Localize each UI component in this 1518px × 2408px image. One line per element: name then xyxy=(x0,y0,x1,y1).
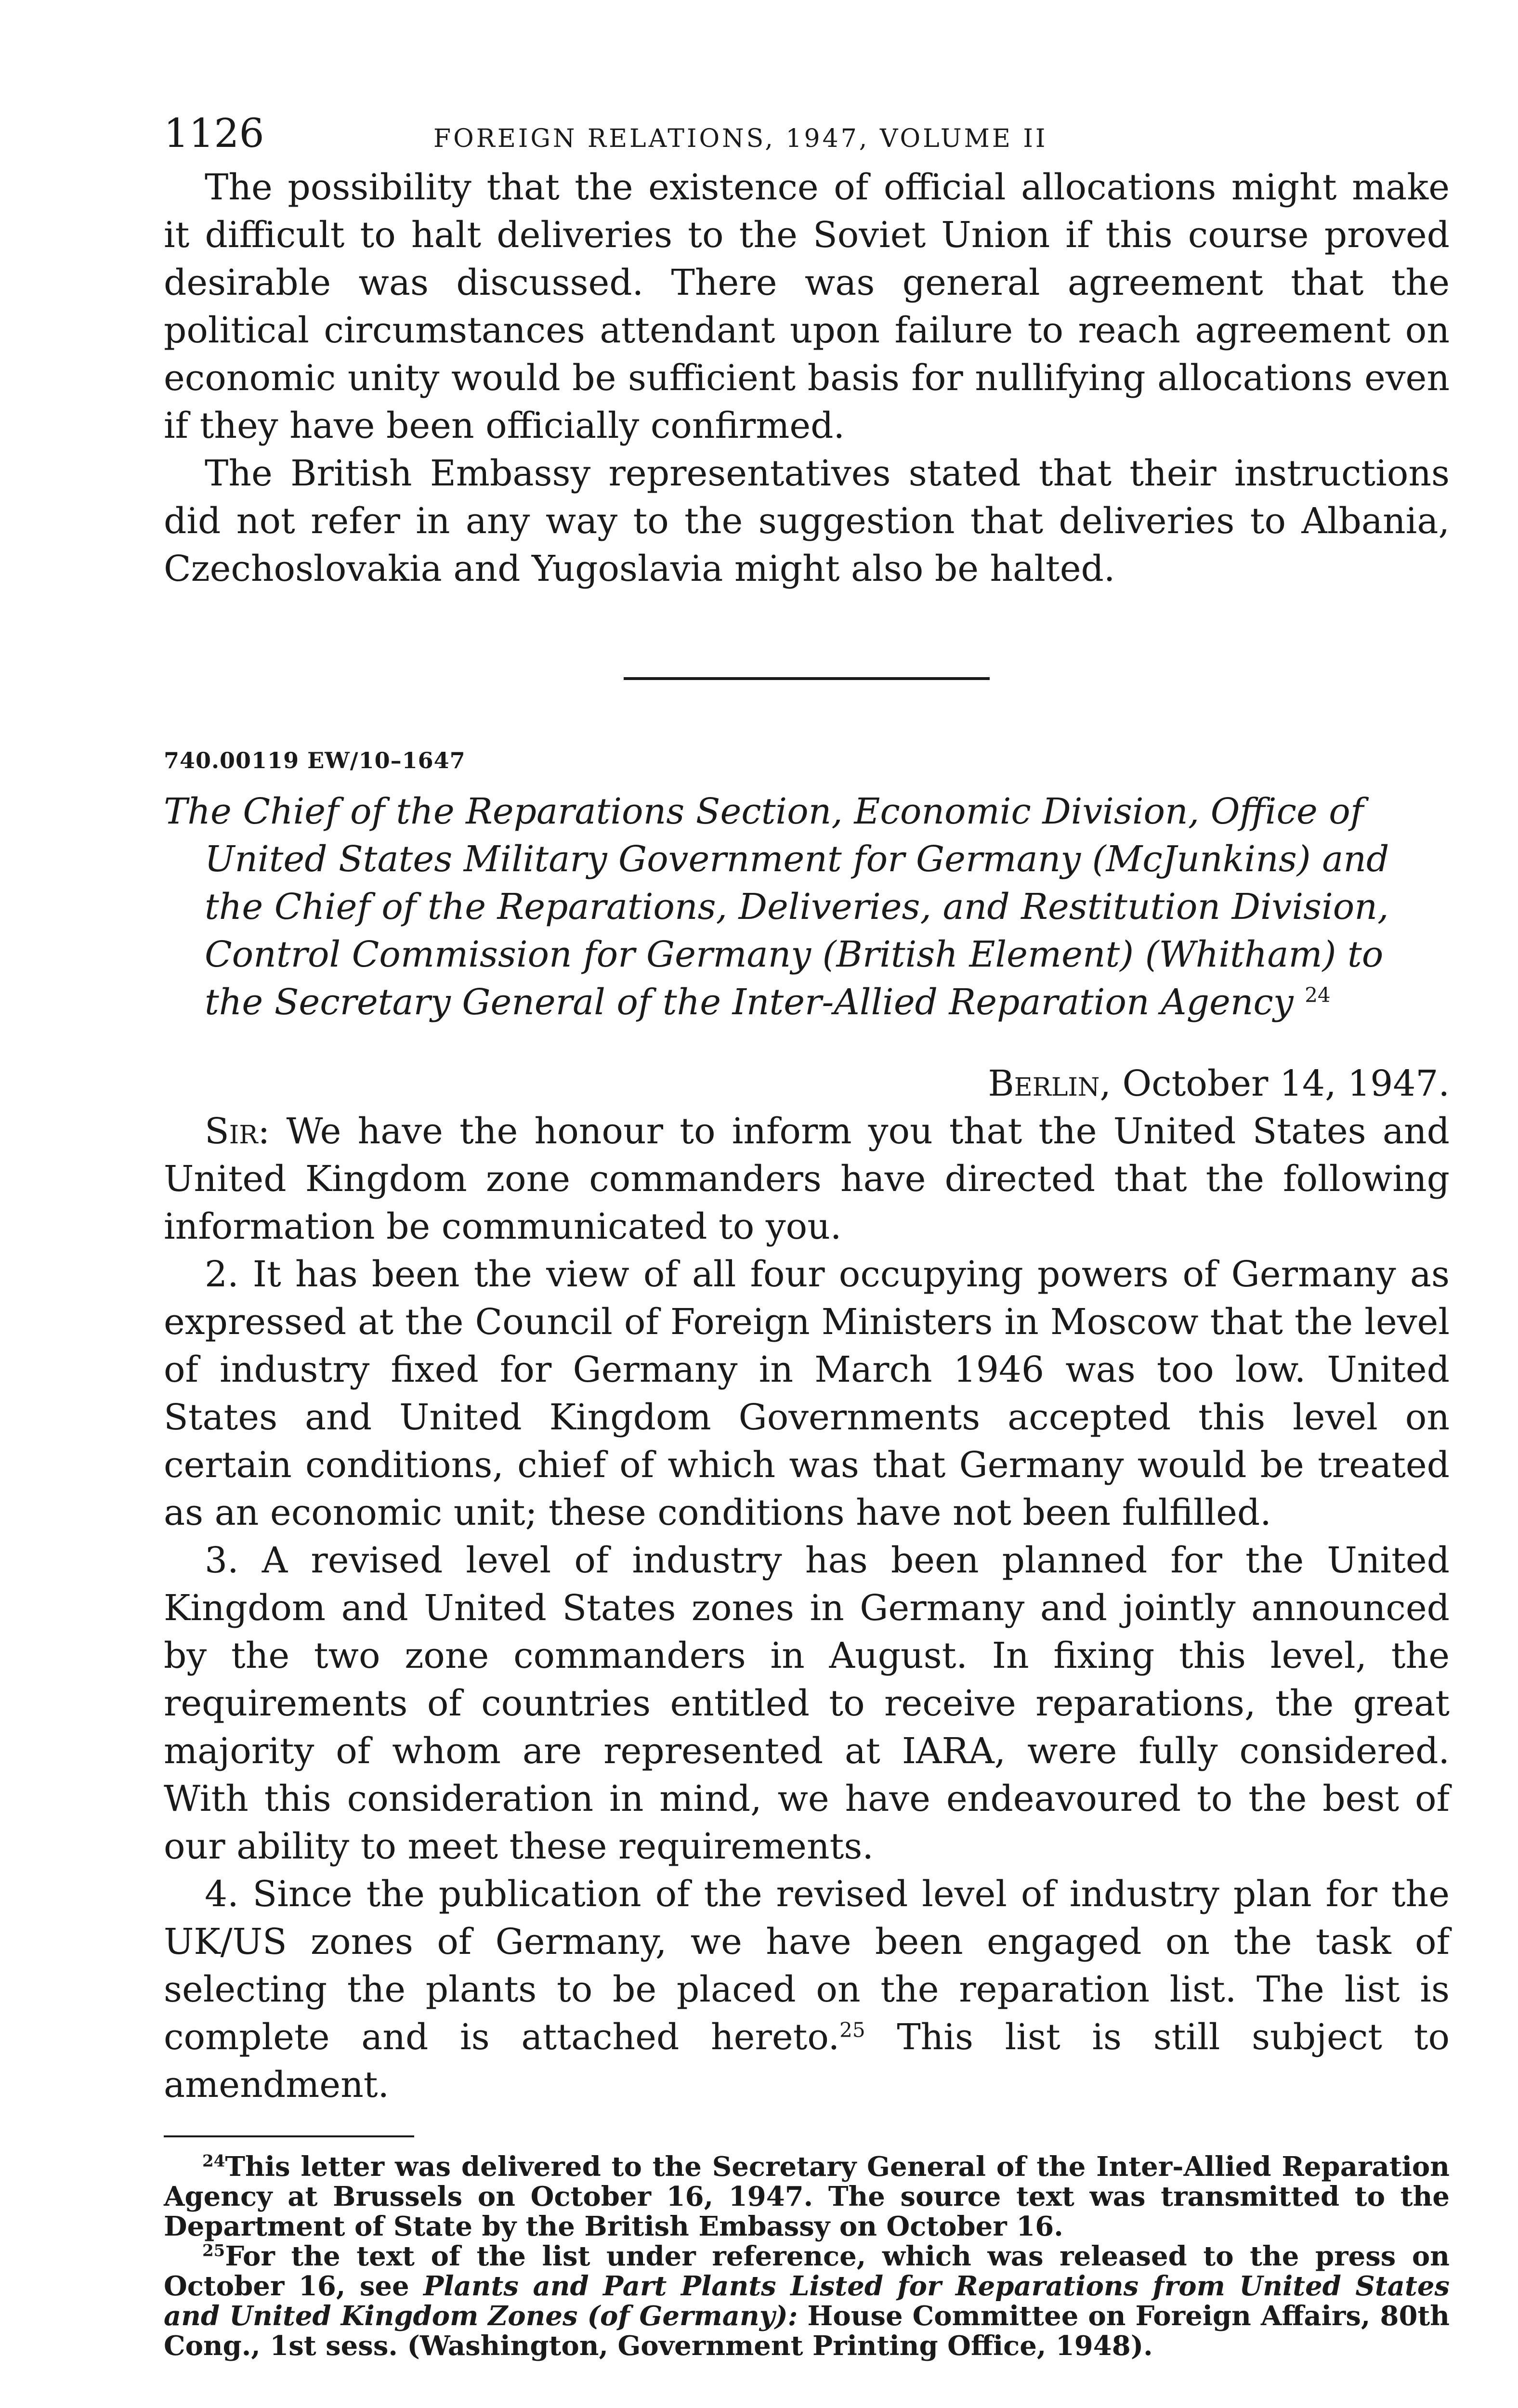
footnote-divider xyxy=(164,2135,414,2137)
running-head: FOREIGN RELATIONS, 1947, VOLUME II xyxy=(433,124,1048,153)
dateline xyxy=(164,1060,1450,1108)
footnote-25-title: Plants and Part Plants Listed for Reparations from United States and United Kingdom Zones (of Germany): xyxy=(164,2270,1450,2332)
paragraph-allocations: The possibility that the existence of official allocations might make it difficult to halt deliveries to the Soviet Union if this course proved desirable was discussed. There was general agreement that the political circumstances attendant upon failure to reach agreement on economic unity would be sufficient basis for nullifying allocations even if they have been officially confirmed. xyxy=(164,167,1450,446)
document-title xyxy=(164,788,1450,1026)
page-header xyxy=(164,111,1450,164)
salutation: Sir: xyxy=(205,1111,270,1152)
file-number: 740.00119 EW/10–1647 xyxy=(164,747,466,773)
letter-paragraph-2: 2. It has been the view of all four occupying powers of Germany as expressed at the Council of Foreign Ministers in Moscow that the level of industry fixed for Germany in March 1946 was too low. United States and United Kingdom Governments accepted this level on certain conditions, chief of which was that Germany would be treated as an economic unit; these conditions have not been fulfilled. xyxy=(164,1254,1450,1533)
footnote-ref-25[interactable]: 25 xyxy=(839,2018,865,2042)
footnote-24 xyxy=(164,2152,1450,2241)
footnote-24-text: This letter was delivered to the Secretary General of the Inter-Allied Reparation Agency at Brussels on October 16, 1947. The source text was transmitted to the Department of State by the British Embassy on October 16. xyxy=(164,2151,1450,2242)
footnote-25-mark: 25 xyxy=(202,2241,225,2261)
footnote-24-mark: 24 xyxy=(202,2151,225,2171)
letter-paragraph-4-text-b: This list is still subject to amendment. xyxy=(164,2016,1450,2106)
footnote-25-text-a: For the text of the list under reference, which was released to the press on October 16, see xyxy=(164,2240,1450,2302)
letter-paragraph-4-text-a: 4. Since the publication of the revised level of industry plan for the UK/US zones of Germany, we have been engaged on the task of selecting the plants to be placed on the reparation list. The list is complete and is attached hereto. xyxy=(164,1873,1450,2058)
document-title-text: The Chief of the Reparations Section, Economic Division, Office of United States Military Government for Germany (McJunkins) and the Chief of the Reparations, Deliveries, and Restitution Division, Control Commission for Germany (British Element) (Whitham) to the Secretary General of the Inter-Allied Reparation Agency xyxy=(164,791,1389,1023)
page-number: 1126 xyxy=(164,111,264,157)
letter-paragraph-4 xyxy=(164,1871,1450,2109)
letter-paragraph-1-text: We have the honour to inform you that the United States and United Kingdom zone commanders have directed that the following information be communicated to you. xyxy=(164,1111,1450,1247)
dateline-date: October 14, 1947. xyxy=(1122,1063,1450,1104)
document-page xyxy=(164,111,1450,2361)
footnote-25 xyxy=(164,2241,1450,2361)
dateline-place: Berlin, xyxy=(988,1063,1111,1104)
paragraph-british-embassy: The British Embassy representatives stated that their instructions did not refer in any way to the suggestion that deliveries to Albania, Czechoslovakia and Yugoslavia might also be halted. xyxy=(164,453,1450,589)
footnote-25-text-b: House Committee on Foreign Affairs, 80th Cong., 1st sess. (Washington, Government Printing Office, 1948). xyxy=(164,2300,1450,2362)
footnote-ref-24[interactable]: 24 xyxy=(1305,983,1331,1007)
letter-paragraph-3: 3. A revised level of industry has been planned for the United Kingdom and United States zones in Germany and jointly announced by the two zone commanders in August. In fixing this level, the requirements of countries entitled to receive reparations, the great majority of whom are represented at IARA, were fully considered. With this consideration in mind, we have endeavoured to the best of our ability to meet these requirements. xyxy=(164,1540,1450,1867)
letter-paragraph-1 xyxy=(164,1108,1450,1251)
section-divider xyxy=(624,677,990,680)
